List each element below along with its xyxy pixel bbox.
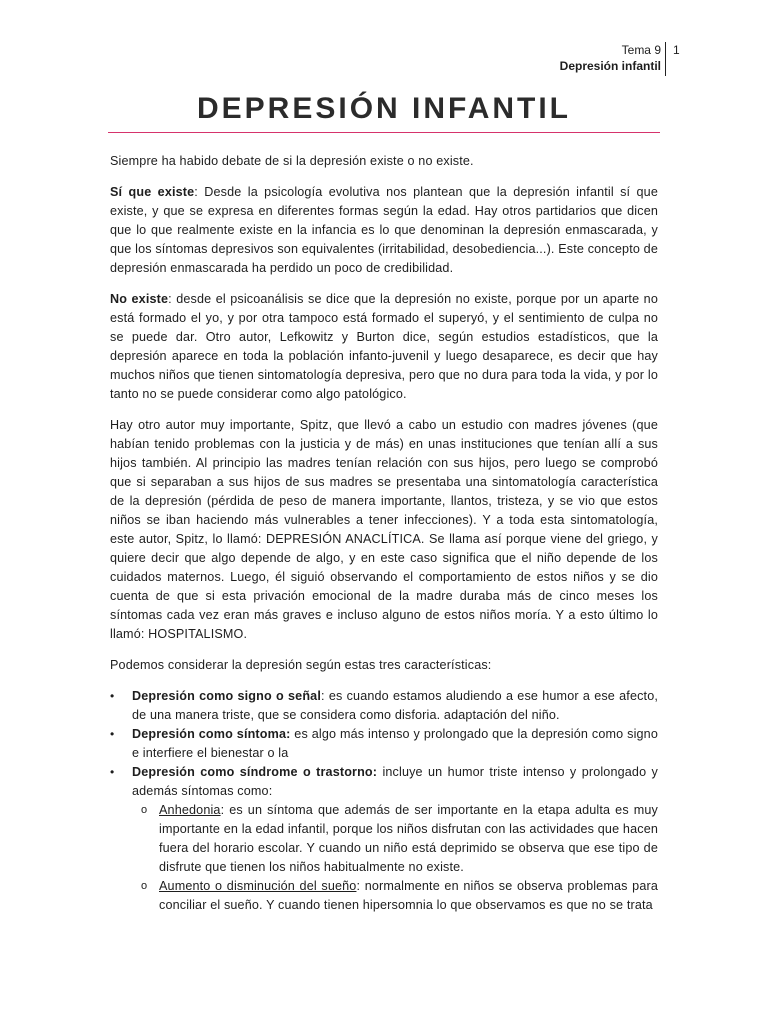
bullet-circle-icon: o <box>141 804 148 816</box>
list-item <box>110 725 658 763</box>
no-existe-text: : desde el psicoanálisis se dice que la depresión no existe, porque por un aparte no está formado el yo, y por otra tampoco está formado el superyó, y el sentimiento de culpa no se puede dar. Otro autor, Lefkowitz y Burton dice, según estudios estadísticos, que la depresión aparece en toda la población infanto-juvenil y luego desaparece, es decir que hay muchos niños que tienen sintomatología depresiva, pero que no dura para toda la vida, y por lo tanto no se puede considerar como algo patológico. <box>110 292 658 401</box>
paragraph-caracteristicas: Podemos considerar la depresión según estas tres características: <box>110 658 492 672</box>
list-item-text: incluye un humor triste intenso y prolongado y además síntomas como: <box>132 765 658 798</box>
list-item-text: es algo más intenso y prolongado que la depresión como signo e interfiere el bienestar o la <box>132 727 658 760</box>
page-number: 1 <box>673 43 680 57</box>
running-header <box>560 42 661 74</box>
bullet-dot-icon: • <box>110 689 115 703</box>
sublist-item-label: Aumento o disminución del sueño <box>159 879 357 893</box>
no-existe-label: No existe <box>110 292 169 306</box>
sublist-item-text: : es un síntoma que además de ser importante en la etapa adulta es muy importante en la edad infantil, porque los niños disfrutan con las actividades que hacen fuera del horario escolar. Y cuando un niño está deprimido se observa que ese tipo de disfrute que tienen los niños habitualmente no existe. <box>159 803 658 874</box>
sublist-item-label: Anhedonia <box>159 803 221 817</box>
symptoms-sublist <box>132 801 658 915</box>
list-item-label: Depresión como signo o señal <box>132 689 321 703</box>
paragraph-intro: Siempre ha habido debate de si la depresión existe o no existe. <box>110 154 474 168</box>
sublist-item-text: : normalmente en niños se observa problemas para conciliar el sueño. Y cuando tienen hipersomnia lo que observamos es que no se trata <box>159 879 658 912</box>
characteristics-list <box>110 687 658 915</box>
paragraph-si-existe <box>110 183 658 278</box>
paragraph-no-existe <box>110 290 658 404</box>
list-item-label: Depresión como síndrome o trastorno: <box>132 765 378 779</box>
sublist-item <box>132 877 658 915</box>
list-item-text: : es cuando estamos aludiendo a ese humor a ese afecto, de una manera triste, que se considera como disforia. adaptación del niño. <box>132 689 658 722</box>
header-divider <box>665 42 666 76</box>
bullet-dot-icon: • <box>110 765 115 779</box>
list-item <box>110 687 658 725</box>
si-existe-label: Sí que existe <box>110 185 195 199</box>
title-underline <box>108 132 660 133</box>
page-title: DEPRESIÓN INFANTIL <box>196 92 572 125</box>
list-item <box>110 763 658 915</box>
si-existe-text: : Desde la psicología evolutiva nos plantean que la depresión infantil sí que existe, y que se expresa en diferentes formas según la edad. Hay otros partidarios que dicen que lo que realmente existe en la infancia es lo que denominan la depresión enmascarada, y que los síntomas depresivos son equivalentes (irritabilidad, desobediencia...). Este concepto de depresión enmascarada ha perdido un poco de credibilidad. <box>110 185 658 275</box>
paragraph-spitz: Hay otro autor muy importante, Spitz, que llevó a cabo un estudio con madres jóvenes (que habían tenido problemas con la justicia y de más) en unas instituciones que tenían allí a sus hijos también. Al principio las madres tenían relación con sus hijos, pero luego se comprobó que si separaban a sus hijos de sus madres se presentaba una sintomatología característica de la depresión (pérdida de peso de manera importante, llantos, tristeza, y se vio que estos niños se iban haciendo más vulnerables a tener infecciones). Y a toda esta sintomatología, este autor, Spitz, lo llamó: DEPRESIÓN ANACLÍTICA. Se llama así porque viene del griego, y quiere decir que algo depende de algo, y en este caso significa que el niño depende de los cuidados maternos. Luego, él siguió observando el comportamiento de estos niños y se dio cuenta de que si esta privación emocional de la madre duraba más de cinco meses los síntomas cada vez eran más graves e incluso alguno de estos niños moría. Y a esto último lo llamó: HOSPITALISMO. <box>110 418 658 641</box>
bullet-circle-icon: o <box>141 880 148 892</box>
document-body <box>110 152 658 915</box>
header-topic: Tema 9 <box>621 43 661 57</box>
sublist-item <box>132 801 658 877</box>
bullet-dot-icon: • <box>110 727 115 741</box>
list-item-label: Depresión como síntoma: <box>132 727 291 741</box>
header-subtitle: Depresión infantil <box>559 59 661 73</box>
